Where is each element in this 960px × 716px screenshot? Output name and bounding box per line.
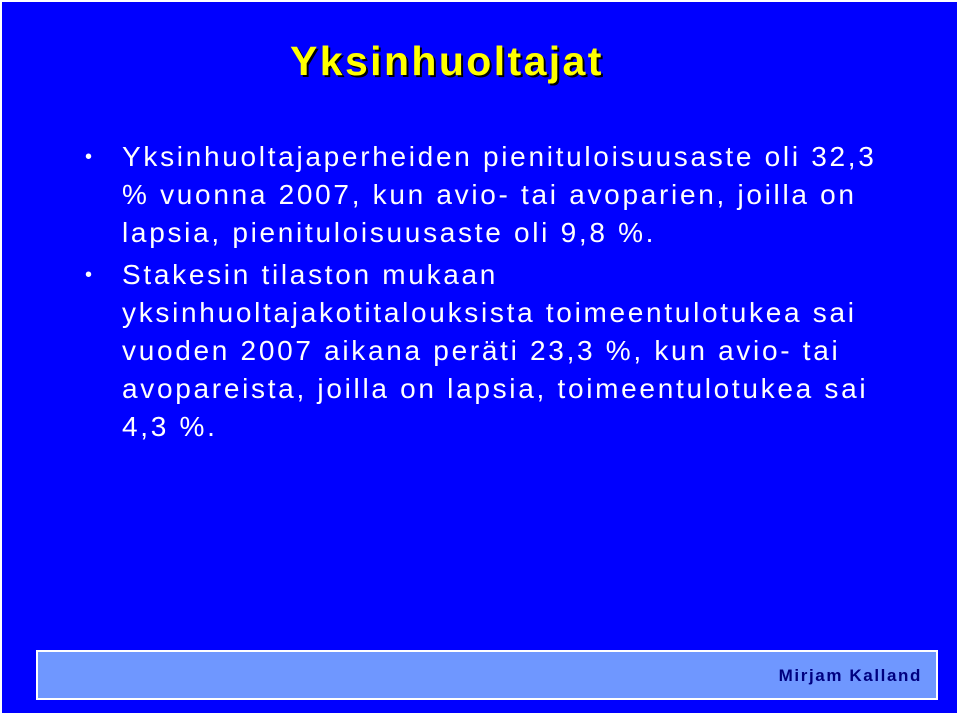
bullet-list bbox=[2, 138, 892, 450]
footer-author: Mirjam Kalland bbox=[778, 666, 922, 685]
bullet-item bbox=[2, 138, 892, 252]
bullet-text: Stakesin tilaston mukaan yksinhuoltajakotitalouksista toimeentulotukea sai vuoden 2007 aikana peräti 23,3 %, kun avio- tai avopareista, joilla on lapsia, toimeentulotukea sai 4,3 %. bbox=[122, 259, 869, 442]
slide bbox=[2, 2, 957, 713]
bullet-dot-icon: • bbox=[85, 146, 93, 168]
bullet-item bbox=[2, 256, 892, 446]
footer-bar bbox=[36, 650, 938, 700]
slide-title: Yksinhuoltajat bbox=[290, 38, 604, 84]
bullet-text: Yksinhuoltajaperheiden pienituloisuusaste oli 32,3 % vuonna 2007, kun avio- tai avoparien, joilla on lapsia, pienituloisuusaste oli 9,8 %. bbox=[122, 141, 877, 248]
bullet-dot-icon: • bbox=[85, 264, 93, 286]
